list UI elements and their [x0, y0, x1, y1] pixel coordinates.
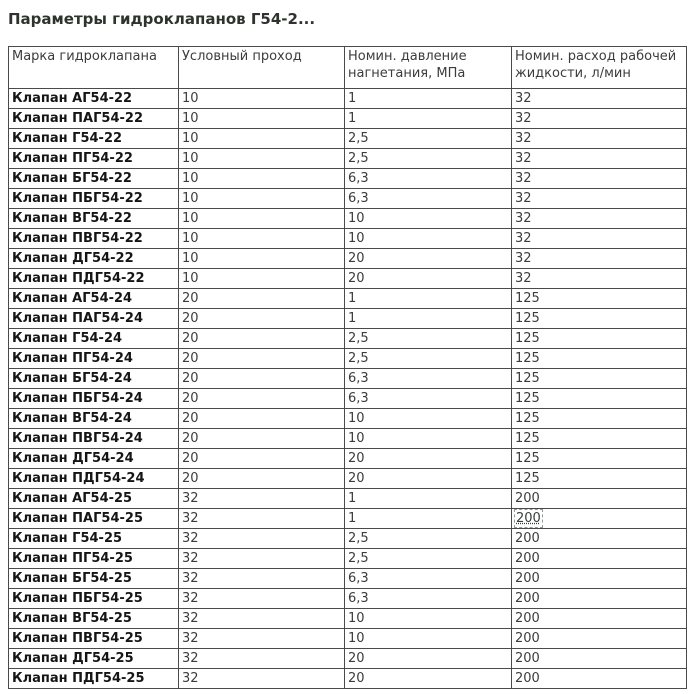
pressure-cell: 10 [345, 229, 512, 249]
table-row [9, 649, 687, 669]
valve-name-cell: Клапан ПАГ54-24 [9, 309, 179, 329]
pressure-cell: 2,5 [345, 349, 512, 369]
valve-parameters-table [8, 46, 687, 689]
valve-name-cell: Клапан ПДГ54-25 [9, 669, 179, 689]
bore-cell: 20 [179, 289, 345, 309]
table-row [9, 129, 687, 149]
pressure-cell: 2,5 [345, 329, 512, 349]
table-row [9, 329, 687, 349]
valve-name-cell: Клапан ДГ54-24 [9, 449, 179, 469]
bore-cell: 32 [179, 549, 345, 569]
pressure-cell: 6,3 [345, 389, 512, 409]
pressure-cell: 2,5 [345, 549, 512, 569]
table-row [9, 429, 687, 449]
pressure-cell: 1 [345, 489, 512, 509]
valve-name-cell: Клапан АГ54-24 [9, 289, 179, 309]
table-row [9, 609, 687, 629]
valve-name-cell: Клапан ПДГ54-22 [9, 269, 179, 289]
header-row [9, 47, 687, 89]
flow-cell: 200 [512, 669, 687, 689]
valve-name-cell: Клапан ПБГ54-22 [9, 189, 179, 209]
bore-cell: 32 [179, 489, 345, 509]
table-row [9, 349, 687, 369]
pressure-cell: 20 [345, 249, 512, 269]
flow-cell: 32 [512, 109, 687, 129]
pressure-cell: 20 [345, 649, 512, 669]
flow-cell: 32 [512, 229, 687, 249]
bore-cell: 20 [179, 449, 345, 469]
selected-flow-value[interactable]: 200 [516, 511, 541, 526]
valve-name-cell: Клапан БГ54-25 [9, 569, 179, 589]
table-row [9, 369, 687, 389]
flow-cell: 125 [512, 389, 687, 409]
bore-cell: 32 [179, 589, 345, 609]
pressure-cell: 2,5 [345, 529, 512, 549]
table-row [9, 449, 687, 469]
table-row [9, 149, 687, 169]
table-row [9, 669, 687, 689]
valve-name-cell: Клапан ПВГ54-22 [9, 229, 179, 249]
bore-cell: 10 [179, 149, 345, 169]
flow-cell: 200 [512, 489, 687, 509]
valve-name-cell: Клапан ПДГ54-24 [9, 469, 179, 489]
bore-cell: 10 [179, 189, 345, 209]
bore-cell: 10 [179, 229, 345, 249]
bore-cell: 10 [179, 109, 345, 129]
flow-cell: 200 [512, 609, 687, 629]
bore-cell: 20 [179, 329, 345, 349]
flow-cell: 125 [512, 449, 687, 469]
bore-cell: 20 [179, 409, 345, 429]
valve-name-cell: Клапан ПГ54-24 [9, 349, 179, 369]
valve-name-cell: Клапан ВГ54-22 [9, 209, 179, 229]
pressure-cell: 10 [345, 429, 512, 449]
pressure-cell: 10 [345, 629, 512, 649]
flow-cell: 200 [512, 629, 687, 649]
flow-cell: 32 [512, 269, 687, 289]
valve-name-cell: Клапан БГ54-22 [9, 169, 179, 189]
flow-cell: 32 [512, 129, 687, 149]
flow-cell: 200 [512, 569, 687, 589]
table-row [9, 109, 687, 129]
flow-cell: 200 [512, 529, 687, 549]
flow-cell: 125 [512, 309, 687, 329]
table-row [9, 569, 687, 589]
table-row [9, 589, 687, 609]
bore-cell: 10 [179, 269, 345, 289]
pressure-cell: 1 [345, 309, 512, 329]
header-nominal-pressure: Номин. давление нагнетания, МПа [345, 47, 512, 89]
bore-cell: 10 [179, 129, 345, 149]
flow-cell: 125 [512, 429, 687, 449]
bore-cell: 20 [179, 429, 345, 449]
bore-cell: 10 [179, 89, 345, 109]
bore-cell: 32 [179, 629, 345, 649]
flow-cell: 125 [512, 469, 687, 489]
pressure-cell: 20 [345, 449, 512, 469]
valve-name-cell: Клапан ВГ54-24 [9, 409, 179, 429]
table-row [9, 489, 687, 509]
header-nominal-flow: Номин. расход рабочей жидкости, л/мин [512, 47, 687, 89]
table-row [9, 469, 687, 489]
bore-cell: 10 [179, 169, 345, 189]
table-row [9, 189, 687, 209]
valve-name-cell: Клапан ВГ54-25 [9, 609, 179, 629]
bore-cell: 20 [179, 369, 345, 389]
valve-name-cell: Клапан ПБГ54-24 [9, 389, 179, 409]
table-row [9, 289, 687, 309]
valve-name-cell: Клапан ПВГ54-25 [9, 629, 179, 649]
bore-cell: 32 [179, 609, 345, 629]
pressure-cell: 1 [345, 109, 512, 129]
table-row [9, 389, 687, 409]
flow-cell: 32 [512, 169, 687, 189]
bore-cell: 32 [179, 509, 345, 529]
table-row [9, 409, 687, 429]
valve-name-cell: Клапан ПБГ54-25 [9, 589, 179, 609]
pressure-cell: 20 [345, 469, 512, 489]
table-body [9, 89, 687, 689]
pressure-cell: 2,5 [345, 129, 512, 149]
pressure-cell: 6,3 [345, 169, 512, 189]
pressure-cell: 20 [345, 669, 512, 689]
valve-name-cell: Клапан ПАГ54-25 [9, 509, 179, 529]
flow-cell: 32 [512, 149, 687, 169]
pressure-cell: 6,3 [345, 369, 512, 389]
bore-cell: 10 [179, 249, 345, 269]
pressure-cell: 10 [345, 609, 512, 629]
flow-cell: 200 [512, 589, 687, 609]
flow-cell: 200 [512, 649, 687, 669]
table-row [9, 169, 687, 189]
table-row [9, 309, 687, 329]
bore-cell: 32 [179, 649, 345, 669]
valve-name-cell: Клапан Г54-24 [9, 329, 179, 349]
table-row [9, 629, 687, 649]
pressure-cell: 20 [345, 269, 512, 289]
header-valve-brand: Марка гидроклапана [9, 47, 179, 89]
pressure-cell: 6,3 [345, 189, 512, 209]
flow-cell: 200 [512, 549, 687, 569]
pressure-cell: 6,3 [345, 569, 512, 589]
table-row [9, 229, 687, 249]
flow-cell: 32 [512, 89, 687, 109]
page-title: Параметры гидроклапанов Г54-2... [8, 10, 316, 28]
flow-cell: 32 [512, 249, 687, 269]
pressure-cell: 2,5 [345, 149, 512, 169]
valve-name-cell: Клапан ДГ54-25 [9, 649, 179, 669]
valve-name-cell: Клапан Г54-22 [9, 129, 179, 149]
bore-cell: 20 [179, 349, 345, 369]
pressure-cell: 1 [345, 509, 512, 529]
table-row [9, 549, 687, 569]
valve-name-cell: Клапан АГ54-22 [9, 89, 179, 109]
flow-cell: 32 [512, 209, 687, 229]
pressure-cell: 10 [345, 209, 512, 229]
table-row [9, 209, 687, 229]
valve-name-cell: Клапан ПГ54-22 [9, 149, 179, 169]
table-row [9, 509, 687, 529]
valve-name-cell: Клапан ПАГ54-22 [9, 109, 179, 129]
flow-cell: 125 [512, 409, 687, 429]
pressure-cell: 6,3 [345, 589, 512, 609]
valve-name-cell: Клапан АГ54-25 [9, 489, 179, 509]
bore-cell: 20 [179, 389, 345, 409]
bore-cell: 32 [179, 669, 345, 689]
flow-cell [512, 509, 687, 529]
bore-cell: 32 [179, 529, 345, 549]
flow-cell: 125 [512, 349, 687, 369]
valve-name-cell: Клапан ДГ54-22 [9, 249, 179, 269]
valve-name-cell: Клапан Г54-25 [9, 529, 179, 549]
table-row [9, 529, 687, 549]
table-row [9, 269, 687, 289]
valve-name-cell: Клапан ПГ54-25 [9, 549, 179, 569]
valve-name-cell: Клапан БГ54-24 [9, 369, 179, 389]
flow-cell: 32 [512, 189, 687, 209]
pressure-cell: 1 [345, 89, 512, 109]
bore-cell: 10 [179, 209, 345, 229]
header-nominal-bore: Условный проход [179, 47, 345, 89]
bore-cell: 20 [179, 469, 345, 489]
table-row [9, 89, 687, 109]
valve-name-cell: Клапан ПВГ54-24 [9, 429, 179, 449]
bore-cell: 32 [179, 569, 345, 589]
pressure-cell: 10 [345, 409, 512, 429]
pressure-cell: 1 [345, 289, 512, 309]
flow-cell: 125 [512, 289, 687, 309]
flow-cell: 125 [512, 329, 687, 349]
table-row [9, 249, 687, 269]
bore-cell: 20 [179, 309, 345, 329]
flow-cell: 125 [512, 369, 687, 389]
